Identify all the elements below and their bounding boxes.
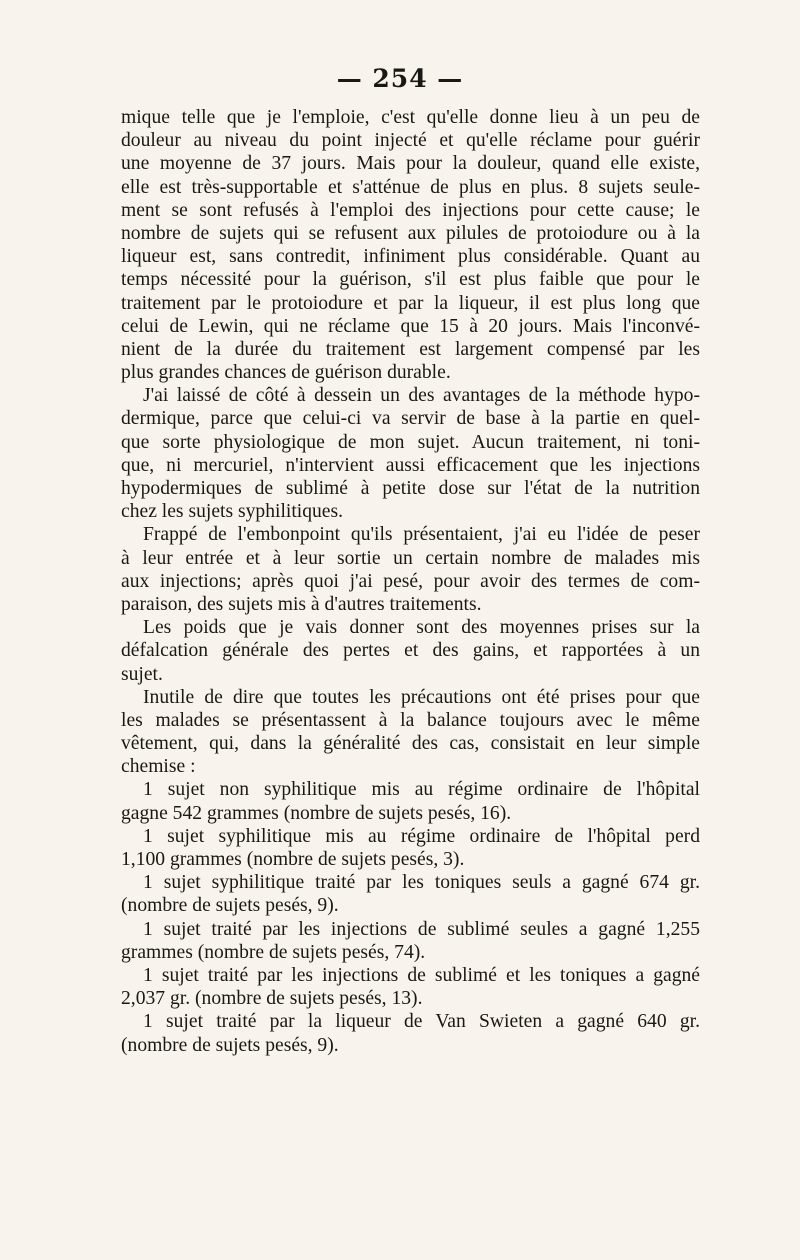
text-line: Les poids que je vais donner sont des moyennes prises sur la <box>143 617 700 639</box>
text-line: une moyenne de 37 jours. Mais pour la douleur, quand elle existe, <box>121 153 700 175</box>
text-line: nient de la durée du traitement est largement compensé par les <box>121 338 700 360</box>
page-number: — 254 — <box>336 64 464 93</box>
text-line: paraison, des sujets mis à d'autres traitements. <box>121 593 482 615</box>
text-line: plus grandes chances de guérison durable. <box>121 362 451 384</box>
text-line: 2,037 gr. (nombre de sujets pesés, 13). <box>121 988 423 1010</box>
text-line: Inutile de dire que toutes les précautions ont été prises pour que <box>143 686 700 708</box>
text-line: à leur entrée et à leur sortie un certain nombre de malades mis <box>121 547 700 569</box>
body-text <box>121 106 700 1057</box>
text-line: les malades se présentassent à la balance toujours avec le même <box>121 709 700 731</box>
text-line: mique telle que je l'emploie, c'est qu'elle donne lieu à un peu de <box>121 107 700 128</box>
text-line: chemise : <box>121 756 196 778</box>
text-line: temps nécessité pour la guérison, s'il est plus faible que pour le <box>121 269 700 291</box>
text-line: que, ni mercuriel, n'intervient aussi efficacement que les injections <box>121 454 700 476</box>
text-line: défalcation générale des pertes et des gains, et rapportées à un <box>121 640 700 662</box>
text-line: que sorte physiologique de mon sujet. Aucun traitement, ni toni- <box>121 431 700 453</box>
text-line: 1 sujet traité par les injections de sublimé seules a gagné 1,255 <box>143 918 700 940</box>
text-line: hypodermiques de sublimé à petite dose sur l'état de la nutrition <box>121 478 700 499</box>
text-line: (nombre de sujets pesés, 9). <box>121 895 339 917</box>
text-line: traitement par le protoiodure et par la liqueur, il est plus long que <box>121 292 700 314</box>
text-line: 1 sujet non syphilitique mis au régime ordinaire de l'hôpital <box>143 779 700 801</box>
text-line: vêtement, qui, dans la généralité des cas, consistait en leur simple <box>121 733 700 755</box>
text-line: Frappé de l'embonpoint qu'ils présentaient, j'ai eu l'idée de peser <box>143 524 700 546</box>
text-line: 1 sujet traité par la liqueur de Van Swieten a gagné 640 gr. <box>143 1011 700 1033</box>
text-line: douleur au niveau du point injecté et qu'elle réclame pour guérir <box>121 130 700 152</box>
text-line: 1 sujet traité par les injections de sublimé et les toniques a gagné <box>143 964 700 986</box>
text-line: gagne 542 grammes (nombre de sujets pesés, 16). <box>121 802 512 824</box>
text-line: grammes (nombre de sujets pesés, 74). <box>121 941 426 963</box>
text-line: J'ai laissé de côté à dessein un des avantages de la méthode hypo- <box>143 385 700 407</box>
text-line: elle est très-supportable et s'atténue de plus en plus. 8 sujets seule- <box>121 176 700 198</box>
text-line: dermique, parce que celui-ci va servir de base à la partie en quel- <box>121 408 700 430</box>
text-line: 1 sujet syphilitique mis au régime ordinaire de l'hôpital perd <box>143 825 700 847</box>
text-line: chez les sujets syphilitiques. <box>121 501 344 523</box>
text-line: celui de Lewin, qui ne réclame que 15 à 20 jours. Mais l'inconvé- <box>121 315 700 337</box>
text-line: liqueur est, sans contredit, infiniment plus considérable. Quant au <box>121 246 700 268</box>
text-line: sujet. <box>121 663 163 685</box>
text-line: 1 sujet syphilitique traité par les toniques seuls a gagné 674 gr. <box>143 872 700 894</box>
text-line: aux injections; après quoi j'ai pesé, pour avoir des termes de com- <box>121 570 700 592</box>
text-line: nombre de sujets qui se refusent aux pilules de protoiodure ou à la <box>121 222 700 244</box>
text-line: (nombre de sujets pesés, 9). <box>121 1034 339 1056</box>
text-line: ment se sont refusés à l'emploi des injections pour cette cause; le <box>121 199 700 221</box>
text-line: 1,100 grammes (nombre de sujets pesés, 3). <box>121 849 465 870</box>
